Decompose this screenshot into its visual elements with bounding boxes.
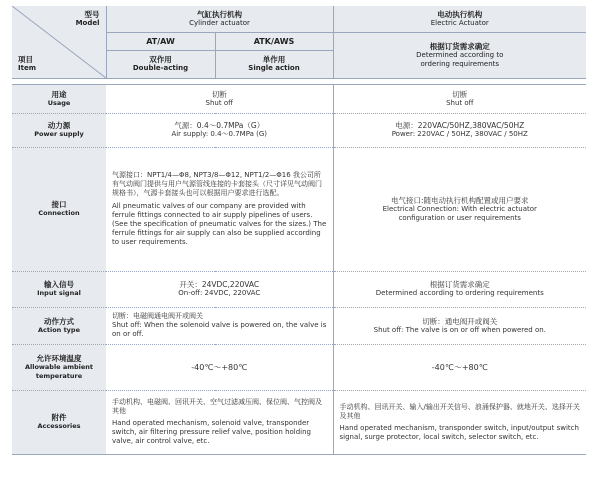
- header-corner-cell: [12, 6, 106, 78]
- electric-actuator-en: Electric Actuator: [430, 18, 489, 27]
- double-acting-en: Double-acting: [132, 64, 189, 72]
- input-signal-label-en: Input signal: [37, 289, 81, 297]
- header-electric-actuator: [333, 6, 586, 32]
- power-cylinder-en: Air supply: 0.4～0.7MPa (G): [171, 130, 268, 138]
- single-action-cell: [215, 50, 333, 78]
- item-label-en: Item: [18, 63, 36, 72]
- action-type-electric: [333, 307, 586, 344]
- input-signal-cylinder-en: On-off: 24VDC, 220VAC: [178, 289, 261, 297]
- action-type-label-en: Action type: [38, 325, 80, 334]
- action-type-cylinder: [106, 307, 333, 344]
- double-acting-cn: 双作用: [149, 55, 172, 64]
- power-label-cn: 动力源: [47, 121, 71, 130]
- action-type-label-cn: 动作方式: [44, 316, 74, 326]
- power-cylinder-cn: 气源：0.4～0.7MPa（G）: [174, 121, 265, 130]
- accessories-label-cn: 附件: [51, 413, 67, 422]
- actuator-spec-table: [12, 6, 586, 455]
- usage-cylinder: [106, 84, 333, 113]
- connection-label: [12, 147, 106, 271]
- usage-cylinder-cn: 切断: [211, 89, 227, 99]
- connection-electric: [333, 147, 586, 271]
- input-signal-label-cn: 输入信号: [44, 280, 74, 289]
- input-signal-electric: [333, 271, 586, 307]
- cylinder-actuator-cn: 气缸执行机构: [197, 9, 242, 19]
- electric-note-en: Determined according to ordering requirements: [416, 50, 504, 68]
- usage-label-en: Usage: [47, 98, 71, 107]
- connection-label-cn: 接口: [51, 200, 67, 209]
- power-electric: [333, 113, 586, 147]
- model-at-aw: AT/AW: [106, 32, 215, 50]
- spec-table-container: [12, 6, 586, 464]
- power-electric-cn: 电源：220VAC/50HZ,380VAC/50HZ: [395, 121, 525, 130]
- input-signal-electric-en: Determined according to ordering requirements: [375, 289, 544, 297]
- model-label-en: Model: [75, 19, 100, 27]
- input-signal-cylinder-cn: 开关：24VDC,220VAC: [179, 280, 260, 289]
- connection-cylinder-en: All pneumatic valves of our company are provided with ferrule fittings connected to air supply pipelines of users. (See the specification of pneumatic valves for the sizes.) The ferrule fittings for air supply can also be supplied according to user requirements.: [112, 202, 327, 246]
- model-label-cn: 型号: [84, 10, 100, 19]
- accessories-cylinder-cn: 手动机构、电磁阀、回讯开关、空气过滤减压阀、保位阀、气控阀及其他: [112, 398, 322, 415]
- temperature-label: [12, 344, 106, 390]
- power-electric-en: Power: 220VAC / 50HZ, 380VAC / 50HZ: [391, 130, 528, 138]
- electric-note-cn: 根据订货需求确定: [429, 41, 490, 51]
- electric-model-note: [333, 32, 586, 78]
- input-signal-label: [12, 271, 106, 307]
- double-acting-cell: [106, 50, 215, 78]
- model-atk-aws: ATK/AWS: [215, 32, 333, 50]
- connection-electric-en: Electrical Connection: With electric actuator configuration or user requirements: [382, 204, 537, 222]
- usage-label-cn: 用途: [51, 89, 67, 99]
- action-type-electric-cn: 切断：通电阀开或阀关: [422, 316, 498, 326]
- usage-electric-cn: 切断: [452, 89, 468, 99]
- electric-actuator-cn: 电动执行机构: [437, 9, 483, 19]
- accessories-cylinder: [106, 390, 333, 454]
- temperature-cylinder: -40℃～+80℃: [106, 344, 333, 390]
- model-label: [76, 10, 100, 28]
- temperature-electric: -40℃～+80℃: [333, 344, 586, 390]
- action-type-cylinder-en: Shut off: When the solenoid valve is powered on, the valve is on or off.: [112, 321, 327, 338]
- connection-label-en: Connection: [38, 209, 80, 217]
- input-signal-cylinder: [106, 271, 333, 307]
- temperature-label-en: Allowable ambient temperature: [24, 362, 94, 380]
- item-label: [18, 55, 36, 73]
- action-type-electric-en: Shut off: The valve is on or off when powered on.: [373, 325, 546, 334]
- accessories-label-en: Accessories: [37, 422, 81, 430]
- connection-cylinder: [106, 147, 333, 271]
- usage-cylinder-en: Shut off: [205, 98, 233, 107]
- accessories-electric-en: Hand operated mechanism, transponder switch, input/output switch signal, surge protector, local switch, selector switch, etc.: [339, 423, 579, 441]
- usage-label: [12, 84, 106, 113]
- input-signal-electric-cn: 根据订货需求确定: [429, 280, 490, 289]
- temperature-label-cn: 允许环境温度: [36, 353, 82, 363]
- action-type-label: [12, 307, 106, 344]
- connection-electric-cn: 电气接口:随电动执行机构配置或用户要求: [391, 195, 529, 205]
- usage-electric: [333, 84, 586, 113]
- action-type-cylinder-cn: 切断：电磁阀通电阀开或阀关: [112, 312, 203, 320]
- power-label-en: Power supply: [34, 130, 84, 138]
- accessories-label: [12, 390, 106, 454]
- accessories-electric-cn: 手动机构、回讯开关、输入/输出开关信号、浪涌保护器、就地开关、选择开关及其他: [339, 402, 580, 420]
- item-label-cn: 项目: [18, 54, 33, 64]
- usage-electric-en: Shut off: [446, 98, 474, 107]
- cylinder-actuator-en: Cylinder actuator: [189, 18, 250, 27]
- accessories-electric: [333, 390, 586, 454]
- power-label: [12, 113, 106, 147]
- connection-cylinder-cn: 气源接口：NPT1/4—Φ8, NPT3/8—Φ12, NPT1/2—Φ16 我公司所有气动阀门提供与用户气源管线连接的卡套接头（尺寸详见气动阀门规格书），气源卡套接头也可以根据用户要求进行选配。: [112, 171, 322, 197]
- header-cylinder-actuator: [106, 6, 333, 32]
- power-cylinder: [106, 113, 333, 147]
- single-action-en: Single action: [248, 64, 300, 72]
- single-action-cn: 单作用: [262, 55, 286, 64]
- accessories-cylinder-en: Hand operated mechanism, solenoid valve, transponder switch, air filtering pressure relief valve, position holding valve, air control valve, etc.: [112, 419, 312, 445]
